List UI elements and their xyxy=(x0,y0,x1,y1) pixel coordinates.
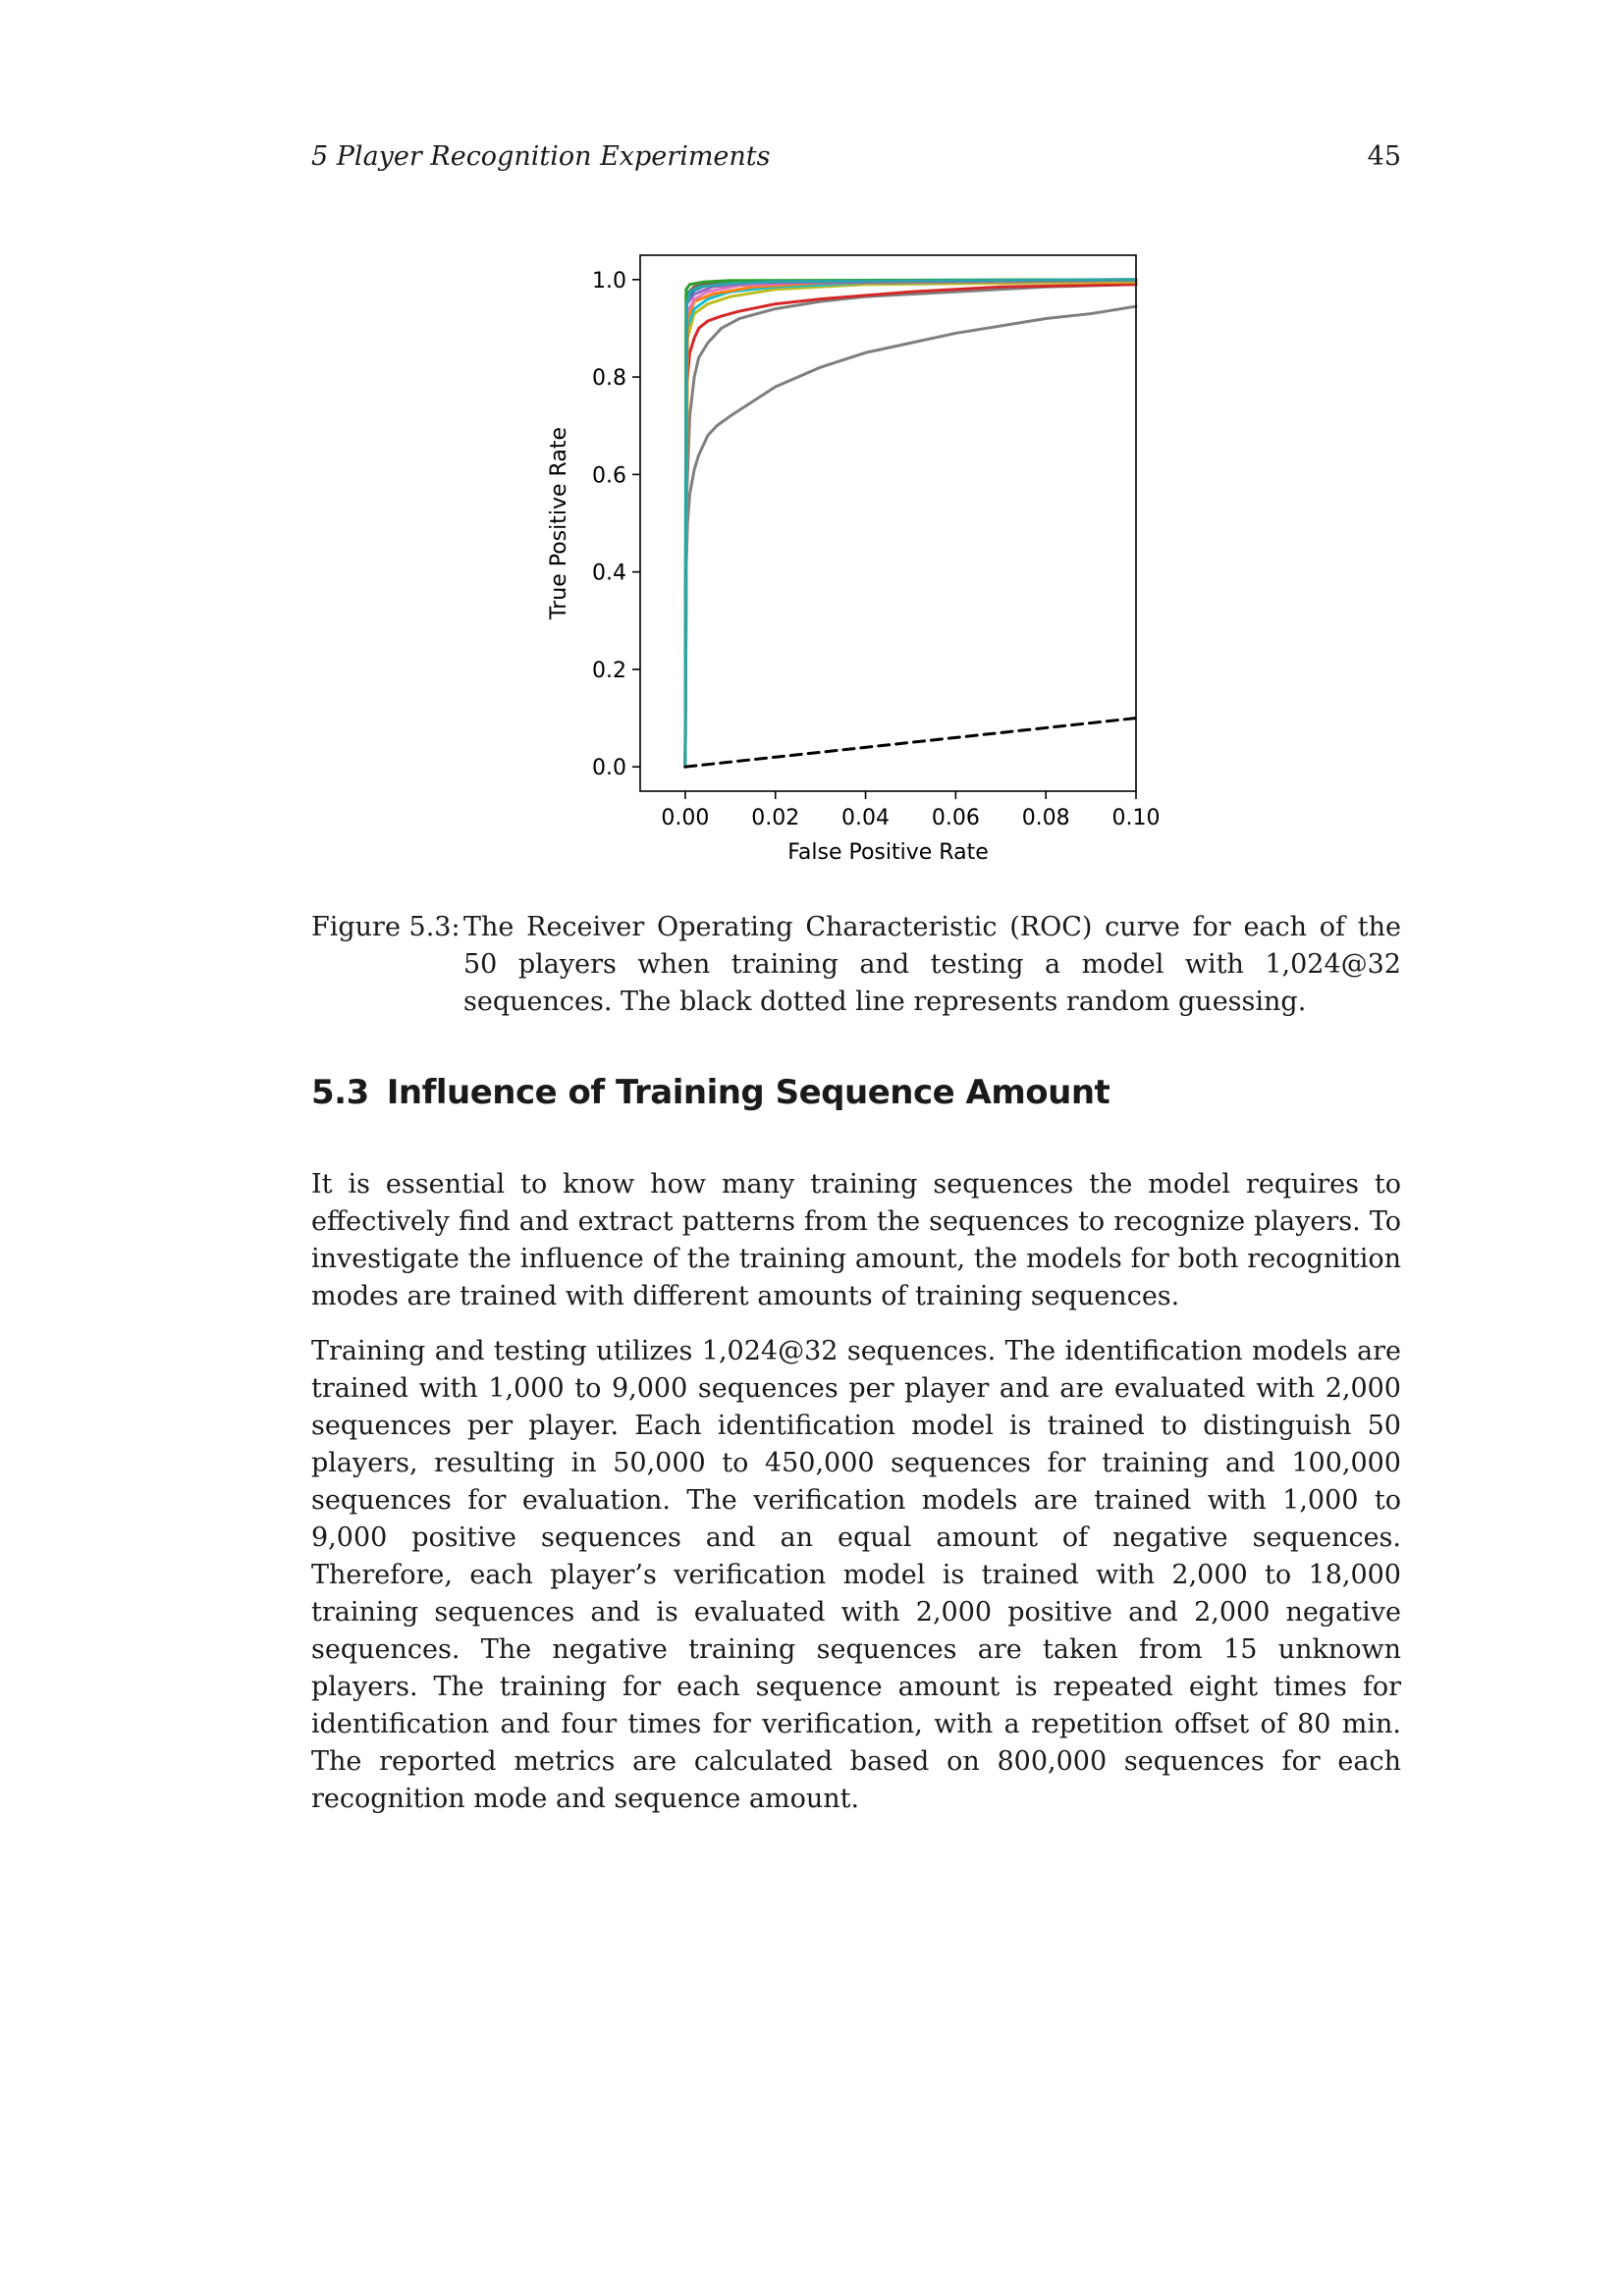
series-line-player-blue xyxy=(685,280,1136,767)
x-tick-label: 0.06 xyxy=(931,806,980,830)
caption-label: Figure 5.3: xyxy=(311,912,460,942)
y-tick-label: 0.0 xyxy=(592,756,626,781)
series-line-player-red xyxy=(685,285,1136,767)
series-line-player-cyan xyxy=(685,281,1136,767)
y-tick-label: 0.8 xyxy=(592,366,626,392)
x-axis-label: False Positive Rate xyxy=(787,840,989,864)
section-number: 5.3 xyxy=(311,1073,369,1112)
chapter-title: 5 Player Recognition Experiments xyxy=(311,141,771,172)
series-line-player-green xyxy=(685,280,1136,767)
section-title: Influence of Training Sequence Amount xyxy=(386,1073,1110,1112)
series-line-player-pink xyxy=(685,280,1136,767)
y-tick-label: 1.0 xyxy=(592,268,626,294)
figure-caption xyxy=(311,909,1401,1021)
series-line-random-guess xyxy=(685,719,1136,768)
x-tick-label: 0.04 xyxy=(841,806,891,830)
y-tick-label: 0.6 xyxy=(592,463,626,489)
roc-figure xyxy=(530,236,1178,868)
x-axis xyxy=(661,791,1160,830)
y-tick-label: 0.2 xyxy=(592,658,626,683)
roc-chart xyxy=(530,236,1178,864)
y-axis xyxy=(592,269,640,780)
running-head xyxy=(311,137,1401,177)
paragraph-2: Training and testing utilizes 1,024@32 sequences. The identification models are trained with 1,000 to 9,000 sequences per player and are evaluated with 2,000 sequences per player. Each identification model is trained to distinguish 50 players, resulting in 50,000 to 450,000 sequences for training and 100,000 sequences for evaluation. The verification models are trained with 1,000 to 9,000 positive sequences and an equal amount of negative sequences. Therefore, each player’s verification model is trained with 2,000 to 18,000 training sequences and is evaluated with 2,000 positive and 2,000 negative sequences. The negative training sequences are taken from 15 unknown players. The training for each sequence amount is repeated eight times for identification and four times for verification, with a repetition offset of 80 min. The reported metrics are calculated based on 800,000 sequences for each recognition mode and sequence amount. xyxy=(311,1336,1401,1814)
x-tick-label: 0.02 xyxy=(751,806,800,830)
x-tick-label: 0.08 xyxy=(1021,806,1070,830)
series-line-player-orange xyxy=(685,281,1136,767)
y-tick-label: 0.4 xyxy=(592,561,626,586)
series-line-player-olive xyxy=(685,282,1136,767)
series-line-player-gray-2 xyxy=(685,285,1136,767)
series-line-player-low-gray xyxy=(685,306,1136,767)
body-text xyxy=(311,1166,1401,1836)
page-number: 45 xyxy=(1367,141,1401,172)
y-axis-label: True Positive Rate xyxy=(547,427,571,619)
series-line-player-brown xyxy=(685,280,1136,767)
series-line-player-purple xyxy=(685,280,1136,767)
plot-area xyxy=(685,280,1136,767)
x-tick-label: 0.10 xyxy=(1111,806,1161,830)
x-tick-label: 0.00 xyxy=(661,806,710,830)
series-line-player-teal xyxy=(685,280,1136,767)
paragraph-1: It is essential to know how many training sequences the model requires to effectively find and extract patterns from the sequences to recognize players. To investigate the influence of the training amount, the models for both recognition modes are trained with different amounts of training sequences. xyxy=(311,1169,1401,1311)
caption-text: The Receiver Operating Characteristic (ROC) curve for each of the 50 players when training and testing a model with 1,024@32 sequences. The black dotted line represents random guessing. xyxy=(463,912,1401,1017)
section-heading xyxy=(311,1070,1401,1115)
